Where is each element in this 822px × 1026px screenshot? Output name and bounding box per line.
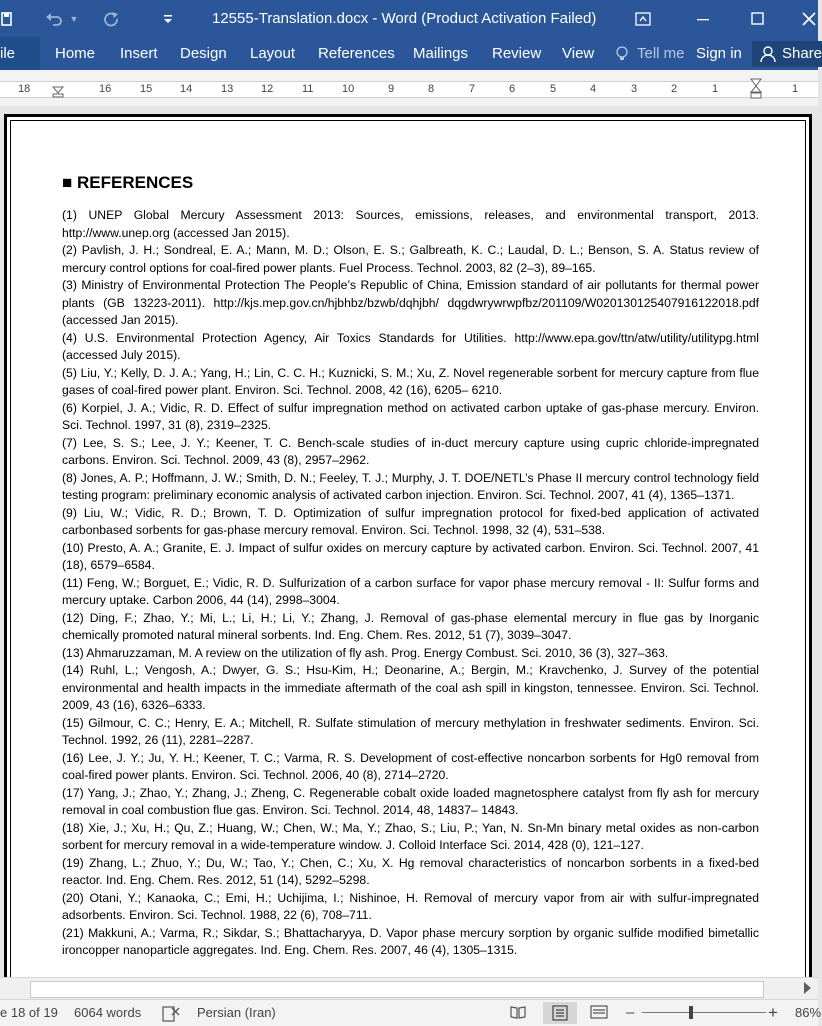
reference-item: (7) Lee, S. S.; Lee, J. Y.; Keener, T. C. Bench-scale studies of in-duct mercury capture using cupric chloride-impregnated carbons. Environ. Sci. Technol. 2009, 43 (8), 2957–2962. bbox=[62, 435, 759, 467]
tab-references[interactable]: References bbox=[318, 45, 395, 62]
tab-layout[interactable]: Layout bbox=[250, 45, 296, 62]
ruler-number: 9 bbox=[388, 83, 395, 95]
reference-item: (6) Korpiel, J. A.; Vidic, R. D. Effect of sulfur impregnation method on activated carbon uptake of gas-phase mercury. Environ. Sci. Technol. 1997, 31 (8), 2319–2325. bbox=[62, 400, 759, 432]
reference-item: (10) Presto, A. A.; Granite, E. J. Impact of sulfur oxides on mercury capture by activated carbon. Environ. Sci. Technol. 2007, 41 (18), 6579–6584. bbox=[62, 540, 759, 572]
ruler-number: 6 bbox=[509, 83, 516, 95]
ruler-number: 15 bbox=[140, 83, 153, 95]
maximize-icon[interactable] bbox=[744, 0, 770, 37]
tab-design[interactable]: Design bbox=[180, 45, 227, 62]
reference-item: (5) Liu, Y.; Kelly, D. J. A.; Yang, H.; Lin, C. C. H.; Kuznicki, S. M.; Xu, Z. Novel regenerable sorbent for mercury capture from flue gases of coal-fired power plant. Environ. Sci. Technol. 2008, 42 (16), 6205– 6210. bbox=[62, 365, 759, 397]
reference-item: (21) Makkuni, A.; Varma, R.; Sikdar, S.; Bhattacharyya, D. Vapor phase mercury sorption by organic sulfide modified bimetallic ironcopper nanoparticle aggregates. Ind. Eng. Chem. Res. 2007, 46 (4), 1305–1315. bbox=[62, 925, 759, 957]
zoom-level[interactable]: 86% bbox=[795, 1005, 822, 1020]
redo-icon[interactable] bbox=[100, 0, 122, 37]
document-area[interactable] bbox=[0, 106, 818, 977]
tab-file[interactable]: ile bbox=[0, 37, 40, 70]
customize-qat-icon[interactable] bbox=[160, 0, 176, 37]
ruler-number: 11 bbox=[302, 83, 314, 95]
ruler-number: 1 bbox=[712, 83, 719, 95]
reference-item: (12) Ding, F.; Zhao, Y.; Mi, L.; Li, H.; Li, Y.; Zhang, J. Removal of gas-phase elemental mercury in flue gas by Inorganic chemically promoted natural mineral sorbents. Ind. Eng. Chem. Res. 2012, 51 (7), 3039–3047. bbox=[62, 610, 759, 642]
tab-insert[interactable]: Insert bbox=[120, 45, 158, 62]
reference-list bbox=[62, 207, 759, 960]
ruler-number: 7 bbox=[469, 83, 476, 95]
print-layout-icon[interactable] bbox=[543, 1002, 577, 1024]
references-heading: ■ REFERENCES bbox=[62, 173, 194, 192]
reference-item: (1) UNEP Global Mercury Assessment 2013: Sources, emissions, releases, and environmental transport, 2013. http://www.unep.org (accessed Jan 2015). bbox=[62, 208, 759, 240]
ruler-number: 13 bbox=[221, 83, 234, 95]
page-count[interactable]: e 18 of 19 bbox=[0, 1005, 58, 1020]
ruler-number: 16 bbox=[99, 83, 112, 95]
person-icon bbox=[760, 45, 776, 72]
ruler-number: 3 bbox=[631, 83, 638, 95]
web-layout-icon[interactable] bbox=[590, 1004, 608, 1022]
tell-me-search[interactable]: Tell me bbox=[637, 45, 685, 62]
reference-item: (14) Ruhl, L.; Vengosh, A.; Dwyer, G. S.; Hsu-Kim, H.; Deonarine, A.; Bergin, M.; Kravchenko, J. Survey of the potential environmental and health impacts in the immediate aftermath of the coal ash spill in kingston, tennessee. Environ. Sci. Technol. 2009, 43 (16), 6326–6333. bbox=[62, 663, 759, 712]
zoom-slider[interactable] bbox=[642, 1012, 766, 1013]
share-button[interactable] bbox=[752, 41, 822, 67]
ruler-number: 12 bbox=[261, 83, 274, 95]
zoom-slider-thumb[interactable] bbox=[689, 1006, 693, 1019]
ruler-number: 4 bbox=[590, 83, 597, 95]
ribbon-tabs bbox=[0, 37, 822, 70]
minimize-icon[interactable] bbox=[690, 0, 716, 37]
undo-icon[interactable] bbox=[42, 0, 66, 37]
sign-in-link[interactable]: Sign in bbox=[696, 45, 742, 62]
reference-item: (11) Feng, W.; Borguet, E.; Vidic, R. D. Sulfurization of a carbon surface for vapor phase mercury removal - II: Sulfur forms and mercury uptake. Carbon 2006, 44 (14), 2998–3004. bbox=[62, 575, 759, 607]
reference-item: (13) Ahmaruzzaman, M. A review on the utilization of fly ash. Prog. Energy Combust. Sci. 2010, 36 (3), 327–363. bbox=[62, 645, 669, 660]
language-indicator[interactable]: Persian (Iran) bbox=[197, 1005, 276, 1020]
save-icon[interactable] bbox=[0, 0, 14, 37]
horizontal-scrollbar[interactable] bbox=[0, 977, 818, 1000]
right-indent-marker-icon[interactable] bbox=[750, 78, 762, 107]
zoom-in-button[interactable]: + bbox=[768, 1003, 778, 1022]
lightbulb-icon[interactable] bbox=[616, 37, 628, 70]
ruler-number: 8 bbox=[428, 83, 435, 95]
reference-item: (9) Liu, W.; Vidic, R. D.; Brown, T. D. Optimization of sulfur impregnation protocol for fixed-bed application of activated carbonbased sorbents for gas-phase mercury removal. Environ. Sci. Technol. 1998, 32 (4), 531–538. bbox=[62, 505, 759, 537]
ruler-number: 1 bbox=[792, 83, 799, 95]
status-bar bbox=[0, 999, 822, 1026]
reference-item: (19) Zhang, L.; Zhuo, Y.; Du, W.; Tao, Y.; Chen, C.; Xu, X. Hg removal characteristics of noncarbon sorbents in a fixed-bed reactor. Ind. Eng. Chem. Res. 2012, 51 (14), 5292–5298. bbox=[62, 855, 759, 887]
left-indent-marker-icon[interactable] bbox=[52, 85, 64, 103]
proofing-icon[interactable] bbox=[162, 1000, 180, 1026]
tab-mailings[interactable]: Mailings bbox=[413, 45, 469, 62]
ruler-number: 14 bbox=[180, 83, 193, 95]
tab-review[interactable]: Review bbox=[492, 45, 542, 62]
restore-ribbon-icon[interactable] bbox=[630, 0, 656, 37]
reference-item: (17) Yang, J.; Zhao, Y.; Zhang, J.; Zheng, C. Regenerable cobalt oxide loaded magnetosphere catalyst from fly ash for mercury removal in coal combustion flue gas. Environ. Sci. Technol. 2014, 48, 14837– 14843. bbox=[62, 785, 759, 817]
reference-item: (4) U.S. Environmental Protection Agency, Air Toxics Standards for Utilities. http://www.epa.gov/ttn/atw/utility/utilitypg.html (accessed July 2015). bbox=[62, 330, 759, 362]
scroll-right-icon[interactable] bbox=[804, 982, 811, 994]
read-mode-icon[interactable] bbox=[509, 1004, 527, 1022]
scrollbar-thumb[interactable] bbox=[30, 981, 764, 998]
ruler-number: 5 bbox=[550, 83, 557, 95]
reference-item: (20) Otani, Y.; Kanaoka, C.; Emi, H.; Uchijima, I.; Nishinoe, H. Removal of mercury vapor from air with sulfur-impregnated adsorbents. Environ. Sci. Technol. 1988, 22 (6), 708–711. bbox=[62, 890, 759, 922]
word-count[interactable]: 6064 words bbox=[74, 1005, 142, 1020]
reference-item: (2) Pavlish, J. H.; Sondreal, E. A.; Mann, M. D.; Olson, E. S.; Galbreath, K. C.; Laudal, D. L.; Benson, S. A. Status review of mercury control options for coal-fired power plants. Fuel Process. Technol. 2003, 82 (2–3), 89–165. bbox=[62, 243, 759, 275]
zoom-out-button[interactable]: – bbox=[626, 1004, 635, 1021]
close-icon[interactable] bbox=[800, 0, 818, 37]
reference-item: (16) Lee, J. Y.; Ju, Y. H.; Keener, T. C.; Varma, R. S. Development of cost-effective noncarbon sorbents for Hg0 removal from coal-fired power plants. Environ. Sci. Technol. 2006, 40 (8), 2714–2720. bbox=[62, 750, 759, 782]
document-page[interactable] bbox=[4, 114, 812, 1014]
ruler-number: 2 bbox=[671, 83, 678, 95]
ruler-number: 10 bbox=[342, 83, 355, 95]
share-label: Share bbox=[782, 45, 822, 62]
tab-view[interactable]: View bbox=[562, 45, 595, 62]
reference-item: (3) Ministry of Environmental Protection The People’s Republic of China, Emission standard of air pollutants for thermal power plants (GB 13223-2011). http://kjs.mep.gov.cn/hjbhbz/bzwb/dqhjbh/ dqgdwrywrwpfbz/201109/W020130125407916122018.pdf (accessed Jan 2015). bbox=[62, 278, 759, 327]
ruler-number: 18 bbox=[18, 83, 31, 95]
window-title: 12555-Translation.docx - Word (Product Activation Failed) bbox=[212, 10, 597, 27]
tab-home[interactable]: Home bbox=[55, 45, 96, 62]
title-bar bbox=[0, 0, 818, 37]
reference-item: (8) Jones, A. P.; Hoffmann, J. W.; Smith, D. N.; Feeley, T. J.; Murphy, J. T. DOE/NETL’s Phase II mercury control technology field testing program: preliminary economic analysis of activated carbon injection. Environ. Sci. Technol. 2007, 41 (4), 1365–1371. bbox=[62, 470, 759, 502]
undo-dropdown-icon[interactable]: ▼ bbox=[69, 13, 79, 24]
reference-item: (15) Gilmour, C. C.; Henry, E. A.; Mitchell, R. Sulfate stimulation of mercury methylation in freshwater sediments. Environ. Sci. Technol. 1992, 26 (11), 2281–2287. bbox=[62, 715, 759, 747]
reference-item: (18) Xie, J.; Xu, H.; Qu, Z.; Huang, W.; Chen, W.; Ma, Y.; Zhao, S.; Liu, P.; Yan, N. Sn-Mn binary metal oxides as non-carbon sorbent for mercury removal in a wide-temperature window. J. Colloid Interface Sci. 2014, 428 (0), 121–127. bbox=[62, 820, 759, 852]
ruler-strip[interactable] bbox=[0, 81, 818, 98]
